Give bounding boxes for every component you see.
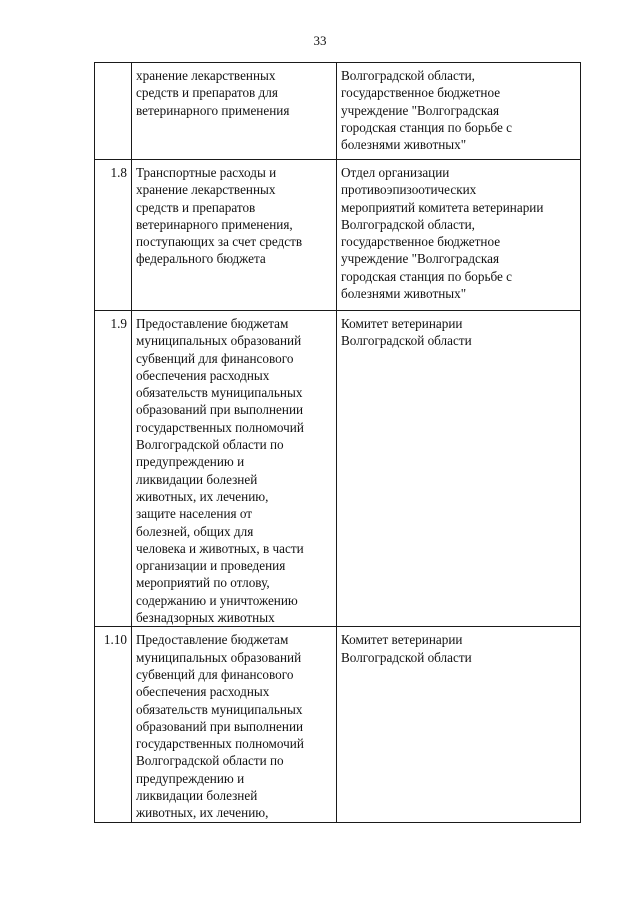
table-row <box>95 311 581 627</box>
table-row <box>95 63 581 160</box>
responsible-text: Волгоградской области, государственное бюджетное учреждение "Волгоградская городская станция по борьбе с болезнями животных" <box>341 68 513 153</box>
description-cell <box>132 63 337 160</box>
document-table <box>94 62 581 823</box>
responsible-cell <box>337 160 581 311</box>
row-number-cell: 1.10 <box>95 627 132 822</box>
responsible-cell <box>337 627 581 822</box>
description-cell <box>132 627 337 822</box>
description-text: Транспортные расходы и хранение лекарственных средств и препаратов ветеринарного применения, поступающих за счет средств федерального бюджета <box>136 165 303 267</box>
table-row <box>95 627 581 822</box>
row-number-cell: 1.9 <box>95 311 132 627</box>
responsible-text: Комитет ветеринарии Волгоградской области <box>341 316 472 349</box>
responsible-cell <box>337 311 581 627</box>
description-text: Предоставление бюджетам муниципальных образований субвенций для финансового обеспечения расходных обязательств муниципальных образований при выполнении государственных полномочий Волгоградской области по предупреждению и ликвидации болезней животных, их лечению, защите населения от болезней, общих для человека и животных, в части организации и проведения мероприятий по отлову, содержанию и уничтожению безнадзорных животных <box>136 316 304 626</box>
table-row <box>95 160 581 311</box>
responsible-text: Отдел организации противоэпизоотических мероприятий комитета ветеринарии Волгоградской области, государственное бюджетное учреждение "Волгоградская городская станция по борьбе с болезнями животных" <box>341 165 544 302</box>
row-number-cell <box>95 63 132 160</box>
description-text: Предоставление бюджетам муниципальных образований субвенций для финансового обеспечения расходных обязательств муниципальных образований при выполнении государственных полномочий Волгоградской области по предупреждению и ликвидации болезней животных, их лечению, <box>136 632 304 821</box>
page-number: 33 <box>313 33 327 48</box>
responsible-cell <box>337 63 581 160</box>
description-cell <box>132 160 337 311</box>
row-number-cell: 1.8 <box>95 160 132 311</box>
description-text: хранение лекарственных средств и препаратов для ветеринарного применения <box>136 68 290 118</box>
responsible-text: Комитет ветеринарии Волгоградской области <box>341 632 472 665</box>
description-cell <box>132 311 337 627</box>
